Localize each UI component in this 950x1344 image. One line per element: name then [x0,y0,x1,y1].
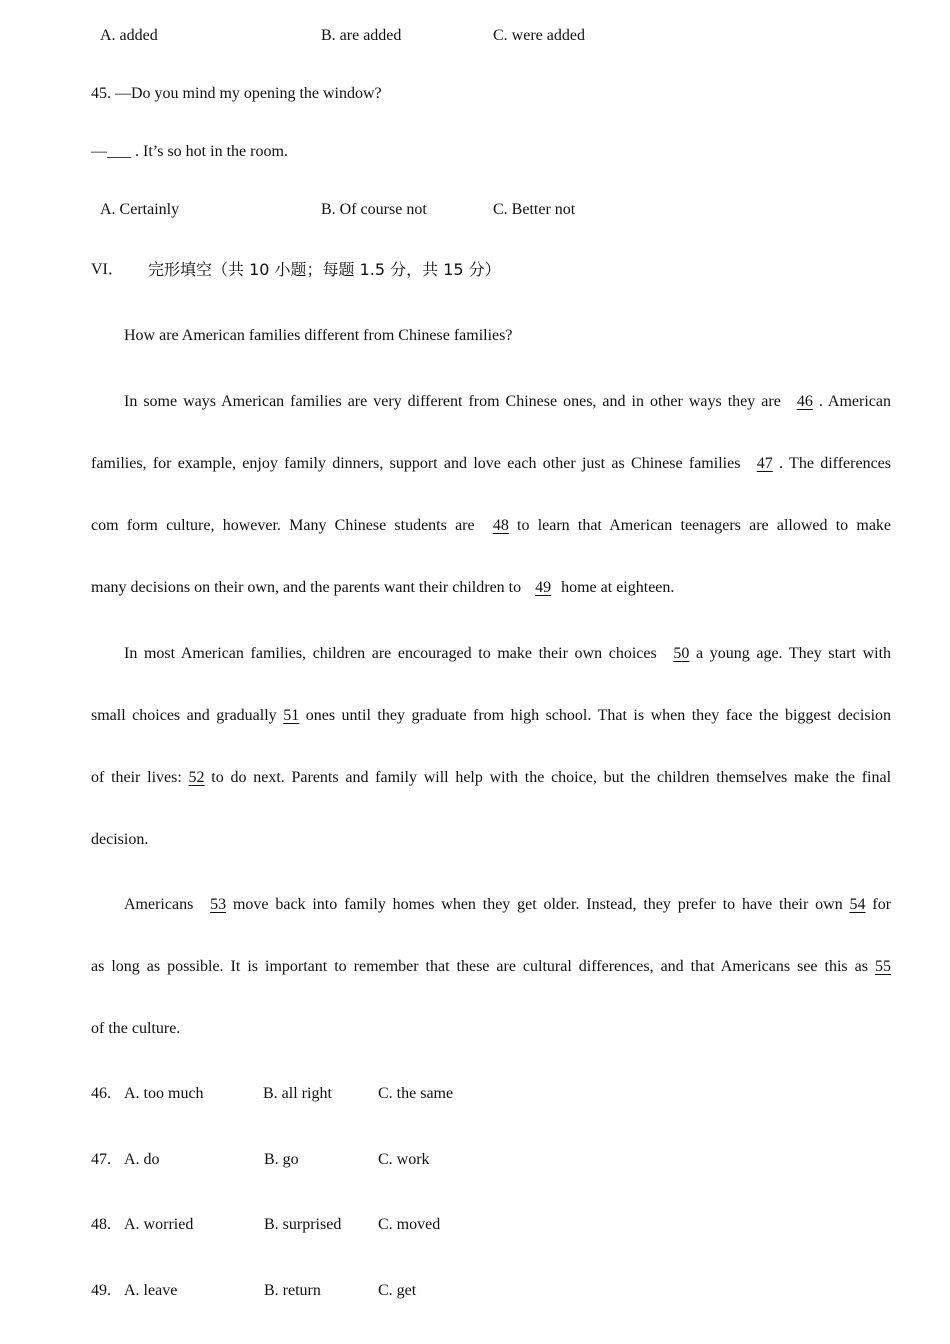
q44-option-b: B. are added [321,27,402,44]
q45-option-a: A. Certainly [100,201,180,218]
blank-54: 54 [849,896,866,913]
q45-reply-blank: ___ [107,143,131,160]
p2-l3-text-b: to do next. Parents and family will help with the choice, but the children themselves make the final [211,769,892,786]
q45-reply [91,142,288,162]
blank-47: 47 [756,455,773,472]
p1-line-2 [91,454,891,474]
p1-line-3 [91,516,891,536]
q45-option-b: B. Of course not [321,201,427,218]
choice-option-a: A. too much [124,1085,204,1102]
q45-option-c: C. Better not [493,201,576,218]
choice-number: 49. [91,1282,111,1299]
p2-line-2 [91,706,891,726]
q45-reply-dash: — [91,143,107,160]
choice-number: 46. [91,1085,111,1102]
p1-line-1 [124,392,891,412]
p1-l3-text-b: to learn that American teenagers are allowed to make [517,517,892,534]
blank-53: 53 [210,896,227,913]
blank-46: 46 [796,393,813,410]
choice-option-c: C. get [378,1282,417,1299]
choice-option-c: C. work [378,1151,430,1168]
p2-l2-text-a: small choices and gradually [91,707,277,724]
blank-55: 55 [875,958,892,975]
p2-line-4: decision. [91,831,149,848]
blank-51: 51 [283,707,300,724]
p1-l1-text-b: . American [818,393,892,410]
p1-l1-text-a: In some ways American families are very different from Chinese ones, and in other ways they are [124,393,781,410]
choice-option-b: B. return [264,1282,321,1299]
p3-line-1 [124,895,891,915]
p2-l1-text-a: In most American families, children are encouraged to make their own choices [124,645,657,662]
choice-option-c: C. the same [378,1085,454,1102]
q44-option-c: C. were added [493,27,585,44]
q44-option-a: A. added [100,27,158,44]
p3-line-2 [91,957,891,977]
q45-prompt: 45. —Do you mind my opening the window? [91,85,382,102]
section-title: 完形填空（共 10 小题；每题 1.5 分，共 15 分） [148,260,501,279]
p1-l4-text-a: many decisions on their own, and the parents want their children to [91,579,522,596]
p2-l3-text-a: of their lives: [91,769,182,786]
p2-l2-text-b: ones until they graduate from high school. That is when they face the biggest decision [305,707,892,724]
p3-l1-text-a: Americans [124,896,194,913]
passage-title: How are American families different from Chinese families? [124,327,513,344]
choice-number: 48. [91,1216,111,1233]
choice-option-a: A. leave [124,1282,178,1299]
p3-line-3: of the culture. [91,1020,181,1037]
p2-line-3 [91,768,891,788]
p1-l2-text-a: families, for example, enjoy family dinners, support and love each other just as Chinese families [91,455,741,472]
choice-option-b: B. all right [263,1085,332,1102]
blank-48: 48 [492,517,509,534]
choice-number: 47. [91,1151,111,1168]
p3-l2-text-a: as long as possible. It is important to remember that these are cultural differences, and that Americans see this as [91,958,868,975]
p2-l1-text-b: a young age. They start with [696,645,892,662]
choice-option-a: A. do [124,1151,160,1168]
p1-l3-text-a: com form culture, however. Many Chinese students are [91,517,475,534]
blank-52: 52 [188,769,205,786]
choice-option-c: C. moved [378,1216,441,1233]
p3-l1-text-b: move back into family homes when they get older. Instead, they prefer to have their own [232,896,843,913]
section-number: VI． [91,261,124,278]
blank-50: 50 [673,645,690,662]
p1-line-4 [91,578,674,598]
p1-l4-text-b: home at eighteen. [561,579,675,596]
choice-option-b: B. surprised [264,1216,342,1233]
p3-l1-text-c: for [872,896,892,913]
p1-l2-text-b: . The differences [779,455,892,472]
p2-line-1 [124,644,891,664]
choice-option-b: B. go [264,1151,299,1168]
choice-option-a: A. worried [124,1216,194,1233]
q45-reply-text: . It’s so hot in the room. [131,143,288,160]
blank-49: 49 [535,579,552,596]
